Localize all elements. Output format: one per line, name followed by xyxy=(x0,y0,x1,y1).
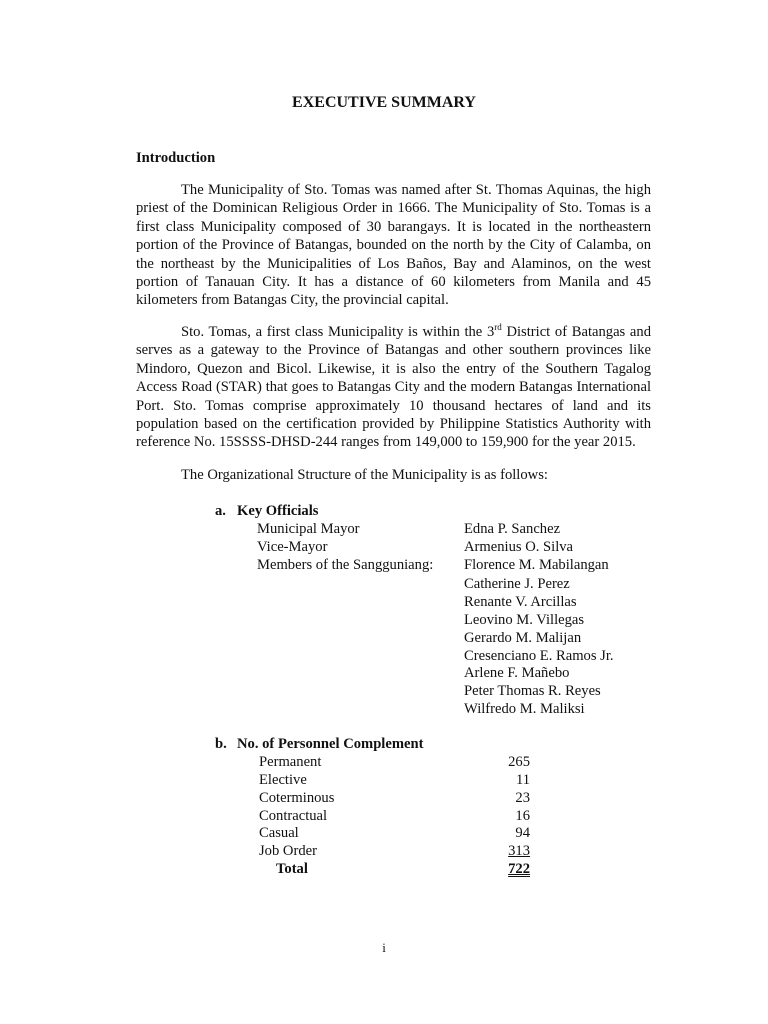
member-name: Leovino M. Villegas xyxy=(464,612,585,628)
personnel-count: 23 xyxy=(515,790,530,806)
personnel-label: Permanent xyxy=(259,754,322,770)
member-name: Peter Thomas R. Reyes xyxy=(464,683,601,699)
member-name: Arlene F. Mañebo xyxy=(464,665,570,681)
section-a-letter: a. xyxy=(215,503,226,519)
member-name: Wilfredo M. Maliksi xyxy=(464,701,585,717)
personnel-count-underlined: 313 xyxy=(508,843,530,859)
total-label: Total xyxy=(276,861,308,877)
member-row xyxy=(0,665,768,683)
section-a-heading xyxy=(215,503,318,520)
member-row xyxy=(0,576,768,594)
official-name: Edna P. Sanchez xyxy=(464,521,561,537)
ordinal-superscript: rd xyxy=(494,322,502,333)
section-a-title: Key Officials xyxy=(237,503,319,519)
official-row-vice-mayor xyxy=(0,539,768,557)
page-title: EXECUTIVE SUMMARY xyxy=(292,94,476,111)
member-name: Cresenciano E. Ramos Jr. xyxy=(464,648,614,664)
member-name: Gerardo M. Malijan xyxy=(464,630,582,646)
personnel-row xyxy=(0,754,768,772)
member-row xyxy=(0,630,768,648)
personnel-label: Coterminous xyxy=(259,790,335,806)
personnel-row xyxy=(0,790,768,808)
member-row xyxy=(0,683,768,701)
member-row xyxy=(0,701,768,719)
personnel-count: 265 xyxy=(508,754,530,770)
personnel-row xyxy=(0,808,768,826)
personnel-count: 94 xyxy=(515,825,530,841)
official-name: Armenius O. Silva xyxy=(464,539,574,555)
official-name: Florence M. Mabilangan xyxy=(464,557,609,573)
personnel-label: Job Order xyxy=(259,843,317,859)
paragraph-district-rest: District of Batangas and serves as a gateway to the Province of Batangas and other southern provinces like Mindoro, Quezon and Bicol. Likewise, it is also the entry of the Southern Tagalog Access Road (STAR) that goes to Batangas City and the modern Batangas International Port. Sto. Tomas comprise approximately 10 thousand hectares of land and its population based on the certification provided by Philippine Statistics Authority with reference No. 15SSSS-DHSD-244 ranges from 149,000 to 159,900 for the year 2015. xyxy=(136,324,651,451)
personnel-row xyxy=(0,772,768,790)
personnel-count: 11 xyxy=(515,772,530,788)
paragraph-district-start: Sto. Tomas, a first class Municipality is within the 3 xyxy=(181,324,495,340)
member-row xyxy=(0,594,768,612)
paragraph-intro: The Municipality of Sto. Tomas was named after St. Thomas Aquinas, the high priest of the Dominican Religious Order in 1666. The Municipality of Sto. Tomas is a first class Municipality composed of 30 barangays. It is located in the northeastern portion of the Province of Batangas, bounded on the north by the City of Calamba, on the northeast by the Municipalities of Los Baños, Bay and Alaminos, on the west portion of Tanauan City. It has a distance of 60 kilometers from Manila and 45 kilometers from Batangas City, the provincial capital. xyxy=(136,182,651,309)
section-b-heading xyxy=(215,736,423,753)
personnel-label: Casual xyxy=(259,825,299,841)
official-label: Members of the Sangguniang: xyxy=(257,557,434,573)
official-label: Vice-Mayor xyxy=(257,539,328,555)
member-row xyxy=(0,648,768,666)
personnel-label: Elective xyxy=(259,772,307,788)
personnel-label: Contractual xyxy=(259,808,328,824)
member-name: Renante V. Arcillas xyxy=(464,594,577,610)
personnel-count: 16 xyxy=(515,808,530,824)
member-name: Catherine J. Perez xyxy=(464,576,570,592)
personnel-count xyxy=(470,843,530,860)
personnel-row xyxy=(0,825,768,843)
total-count xyxy=(470,861,530,878)
official-label: Municipal Mayor xyxy=(257,521,360,537)
member-row xyxy=(0,612,768,630)
personnel-row xyxy=(0,843,768,861)
page-number: i xyxy=(382,940,386,955)
total-count-double-underlined: 722 xyxy=(508,861,530,877)
paragraph-org-structure: The Organizational Structure of the Municipality is as follows: xyxy=(181,467,548,483)
official-row-mayor xyxy=(0,521,768,539)
section-b-title: No. of Personnel Complement xyxy=(237,736,424,752)
official-row-members xyxy=(0,557,768,575)
section-heading-introduction: Introduction xyxy=(136,150,216,166)
paragraph-district xyxy=(136,323,651,452)
section-b-letter: b. xyxy=(215,736,227,752)
personnel-total-row xyxy=(0,861,768,879)
